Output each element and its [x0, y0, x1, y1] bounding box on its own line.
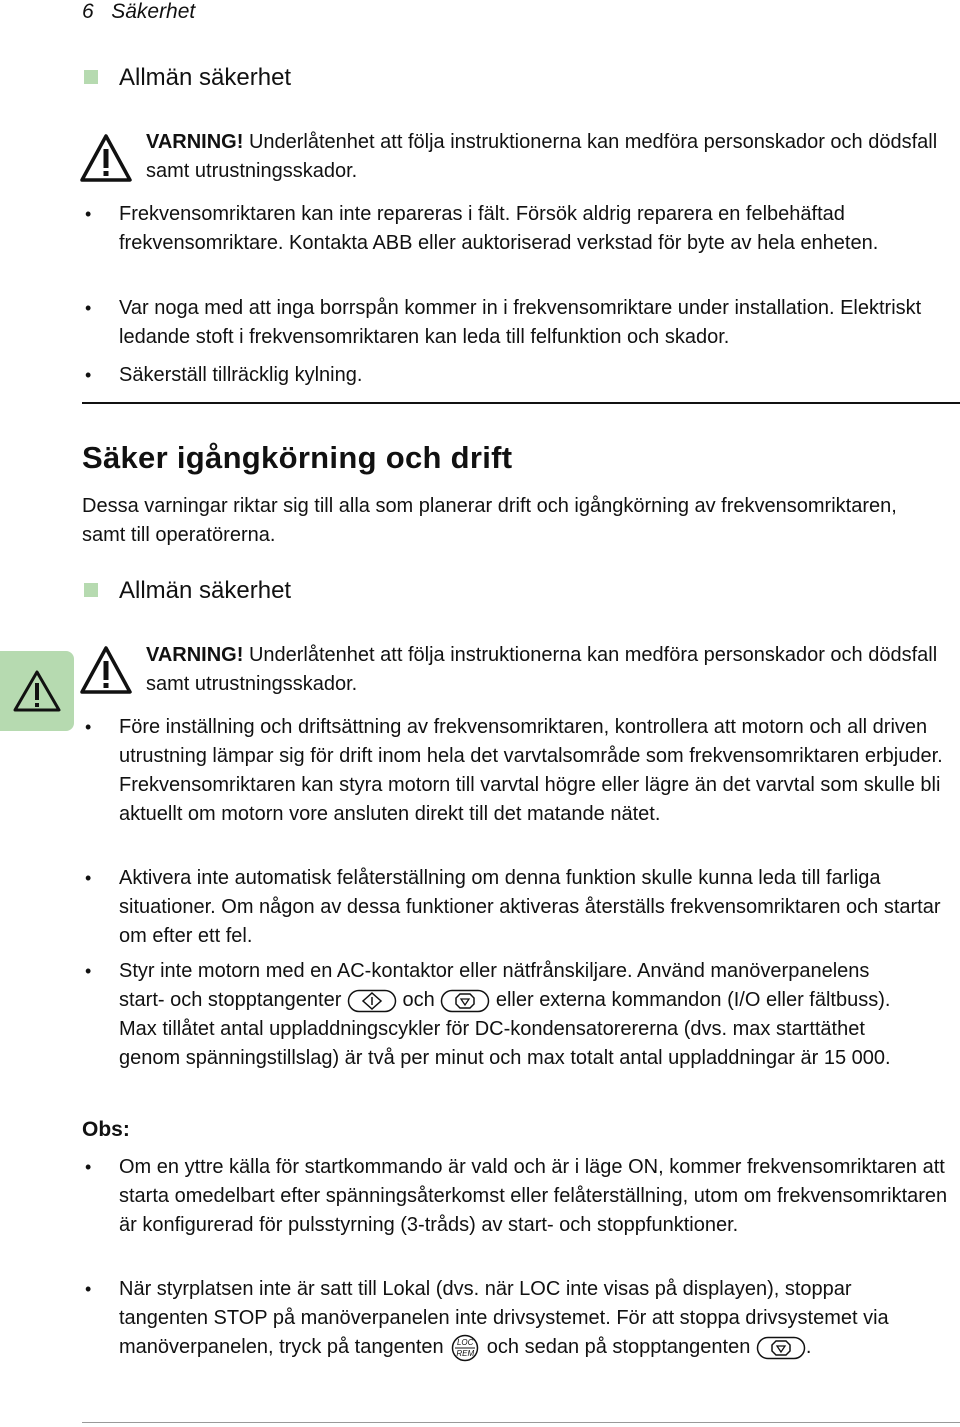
- note-label: Obs:: [82, 1118, 130, 1141]
- page-header: [82, 0, 195, 24]
- list-item: Före inställning och driftsättning av frekvensomriktaren, kontrollera att motorn och all driven utrustning lämpar sig för drift inom hela det varvtalsområde som frekvensomriktaren erbjuder. Frekvensomriktaren kan styra motorn till varvtal högre eller lägre än det varvtal som skulle bli aktuellt om motorn vore ansluten direkt till det matande nätet.: [119, 716, 943, 825]
- section-heading: Allmän säkerhet: [119, 64, 292, 91]
- warning-text: [146, 641, 946, 699]
- loc-label: LOC: [456, 1337, 474, 1347]
- bullet-dot: •: [85, 961, 92, 981]
- page-number: 6: [82, 0, 94, 23]
- warning-label: VARNING!: [146, 131, 244, 153]
- section-marker: [84, 583, 98, 597]
- warning-message: Underlåtenhet att följa instruktionerna kan medföra personskador och dödsfall samt utrustningsskador.: [146, 644, 938, 695]
- list-item: Säkerställ tillräcklig kylning.: [119, 364, 363, 386]
- bullet-dot: •: [85, 1279, 92, 1299]
- list-item-text: eller externa kommandon (I/O eller fältbuss). Max tillåtet antal uppladdningscykler för DC-kondensatorererna (dvs. max starttäthet genom spänningstillslag) är två per minut och max totalt antal uppladdningar är 15 000.: [119, 989, 891, 1069]
- page-section-title: Säkerhet: [111, 0, 196, 23]
- intro-paragraph: Dessa varningar riktar sig till alla som planerar drift och igångkörning av frekvensomriktaren, samt till operatörerna.: [82, 495, 897, 546]
- bullet-dot: •: [85, 868, 92, 888]
- side-warning-tab: [0, 651, 74, 731]
- bullet-dot: •: [85, 1157, 92, 1177]
- stop-key-icon: [440, 989, 490, 1013]
- list-item-text: När styrplatsen inte är satt till Lokal (dvs. när LOC inte visas på displayen), stoppar tangenten STOP på manöverpanelen inte drivsystemet. För att stoppa drivsystemet via manöverpanelen, tryck på tangenten: [119, 1278, 889, 1358]
- section-divider: [82, 402, 960, 404]
- list-item-text: .: [805, 1336, 812, 1358]
- warning-triangle-icon: [12, 669, 62, 713]
- list-item: [119, 1275, 929, 1362]
- warning-text: [146, 128, 946, 186]
- section-marker: [84, 70, 98, 84]
- list-item-text: Styr inte motorn med en AC-kontaktor eller nätfrånskiljare. Använd manöverpanelens start- och stopptangenter: [119, 960, 870, 1011]
- list-item-text: och sedan på stopptangenten: [481, 1336, 756, 1358]
- list-item: [119, 957, 919, 1073]
- footer-divider: [82, 1422, 960, 1423]
- stop-key-icon: [756, 1336, 806, 1360]
- warning-message: Underlåtenhet att följa instruktionerna kan medföra personskador och dödsfall samt utrustningsskador.: [146, 131, 938, 182]
- list-item: Om en yttre källa för startkommando är vald och är i läge ON, kommer frekvensomriktaren att starta omedelbart efter spänningsåterkomst eller felåterställning, utom om frekvensomriktaren är konfigurerad för pulsstyrning (3-tråds) av start- och stoppfunktioner.: [119, 1156, 948, 1236]
- bullet-dot: •: [85, 717, 92, 737]
- bullet-dot: •: [85, 204, 92, 224]
- bullet-dot: •: [85, 298, 92, 318]
- start-key-icon: [347, 989, 397, 1013]
- warning-triangle-icon: [79, 133, 133, 183]
- rem-label: REM: [456, 1348, 475, 1358]
- chapter-heading: Säker igångkörning och drift: [82, 440, 513, 475]
- list-item: Aktivera inte automatisk felåterställning om denna funktion skulle kunna leda till farliga situationer. Om någon av dessa funktioner aktiveras återställs frekvensomriktaren och startar om efter ett fel.: [119, 867, 941, 947]
- list-item: Frekvensomriktaren kan inte repareras i fält. Försök aldrig reparera en felbehäftad frekvensomriktare. Kontakta ABB eller auktoriserad verkstad för byte av hela enheten.: [119, 203, 879, 254]
- loc-rem-key-icon: [449, 1334, 481, 1362]
- warning-label: VARNING!: [146, 644, 244, 666]
- section-heading: Allmän säkerhet: [119, 577, 292, 604]
- list-item: Var noga med att inga borrspån kommer in i frekvensomriktare under installation. Elektriskt ledande stoft i frekvensomriktaren kan leda till felfunktion och skador.: [119, 297, 922, 348]
- list-item-text: och: [396, 989, 441, 1011]
- warning-triangle-icon: [79, 645, 133, 695]
- bullet-dot: •: [85, 365, 92, 385]
